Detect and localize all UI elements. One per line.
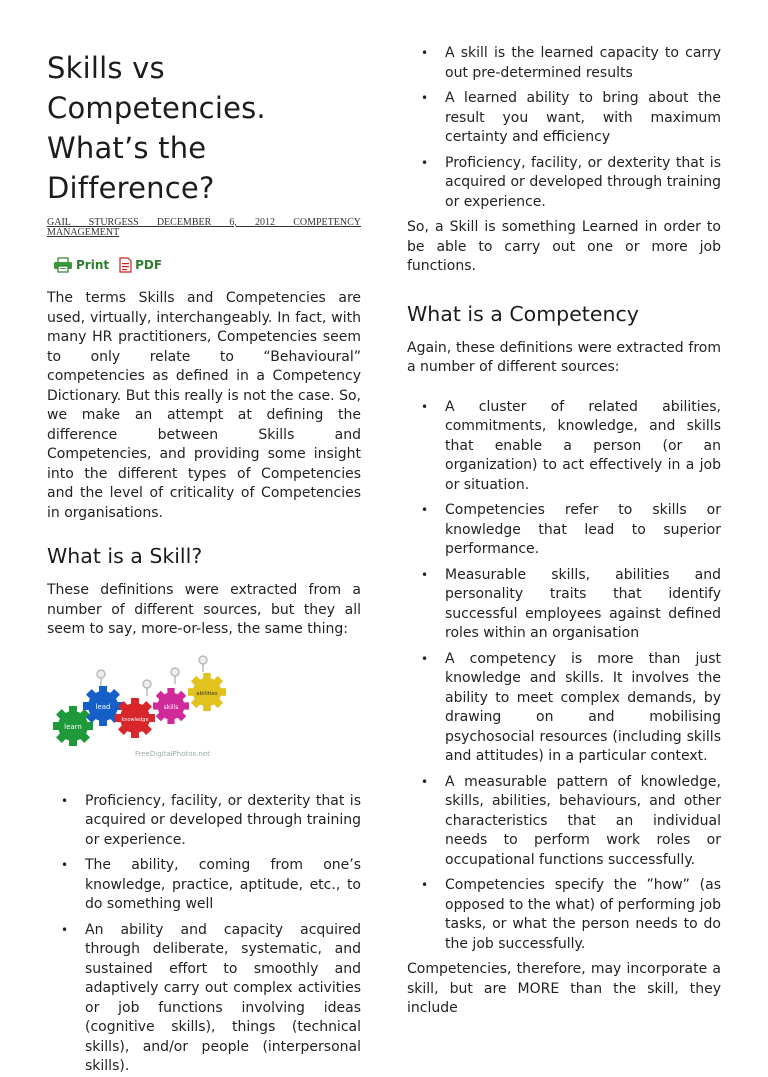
gear-label-abilities: abilities <box>196 690 218 697</box>
printer-icon <box>53 257 73 273</box>
skill-item: • Proficiency, facility, or dexterity that is acquired or developed through training or experience. <box>47 792 361 851</box>
competency-item: • Competencies refer to skills or knowledge that lead to superior performance. <box>407 501 721 560</box>
pdf-button[interactable] <box>119 257 162 273</box>
gear-label-knowledge: knowledge <box>121 716 149 723</box>
print-label: Print <box>76 258 110 272</box>
competency-list <box>407 398 721 955</box>
byline[interactable]: GAIL STURGESS DECEMBER 6, 2012 COMPETENCY <box>47 217 361 228</box>
skill-list-left <box>47 792 361 1077</box>
print-button[interactable] <box>53 257 109 273</box>
gears-graphic <box>47 654 237 760</box>
competency-item: • Competencies specify the ”how” (as opposed to the what) of performing job tasks, or what the person needs to do the job successfully. <box>407 876 721 954</box>
pdf-icon <box>119 257 132 273</box>
competency-item: • A measurable pattern of knowledge, skills, abilities, behaviours, and other characteristics that an individual needs to perform work roles or occupational functions successfully. <box>407 773 721 871</box>
right-column <box>407 0 721 1019</box>
gear-label-lead: lead <box>95 702 111 711</box>
left-column <box>47 0 361 1077</box>
print-toolbar <box>53 255 361 275</box>
competency-item: • A cluster of related abilities, commitments, knowledge, and skills that enable a person (or an organization) to act effectively in a job or situation. <box>407 398 721 496</box>
skill-lead: These definitions were extracted from a number of different sources, but they all seem to say, more-or-less, the same thing: <box>47 582 361 637</box>
skill-summary: So, a Skill is something Learned in order to be able to carry out one or more job functions. <box>407 219 721 274</box>
skill-heading: What is a Skill? <box>47 544 203 568</box>
gear-label-learn: learn <box>64 722 82 731</box>
byline-category[interactable]: MANAGEMENT <box>47 227 120 238</box>
skill-list-right <box>407 44 721 212</box>
competency-item: • Measurable skills, abilities and personality traits that identify successful employees against defined roles within an organisation <box>407 566 721 644</box>
skill-item: • A skill is the learned capacity to carry out pre-determined results <box>407 44 721 83</box>
gear-label-skills: skills <box>163 703 179 711</box>
skill-item: • An ability and capacity acquired through deliberate, systematic, and sustained effort to smoothly and adaptively carry out complex activities or job functions involving ideas (cognitive skills), things (technical skills), and/or people (interpersonal skills). <box>47 921 361 1077</box>
skill-item: • The ability, coming from one’s knowledge, practice, aptitude, etc., to do something well <box>47 856 361 915</box>
pdf-label: PDF <box>135 258 163 272</box>
gears-illustration <box>47 654 237 760</box>
page-title: Skills vs Competencies. What’s the Difference? <box>47 51 266 205</box>
intro-paragraph: The terms Skills and Competencies are used, virtually, interchangeably. In fact, with many HR practitioners, Competencies seem to only relate to “Behavioural” competencies as defined in a Competency Dictionary. But this really is not the case. So, we make an attempt at defining the difference between Skills and Competencies, and providing some insight into the different types of Competencies and the level of criticality of Competencies in organisations. <box>47 290 361 521</box>
competency-item: • A competency is more than just knowledge and skills. It involves the ability to meet complex demands, by drawing on and mobilising psychosocial resources (including skills and attitudes) in a particular context. <box>407 650 721 767</box>
competency-heading: What is a Competency <box>407 301 639 326</box>
skill-item: • Proficiency, facility, or dexterity that is acquired or developed through training or experience. <box>407 154 721 213</box>
competency-lead: Again, these definitions were extracted from a number of different sources: <box>407 339 721 375</box>
image-credit: FreeDigitalPhotos.net <box>135 749 210 758</box>
skill-item: • A learned ability to bring about the result you want, with maximum certainty and efficiency <box>407 89 721 148</box>
competency-summary: Competencies, therefore, may incorporate a skill, but are MORE than the skill, they include <box>407 961 721 1016</box>
